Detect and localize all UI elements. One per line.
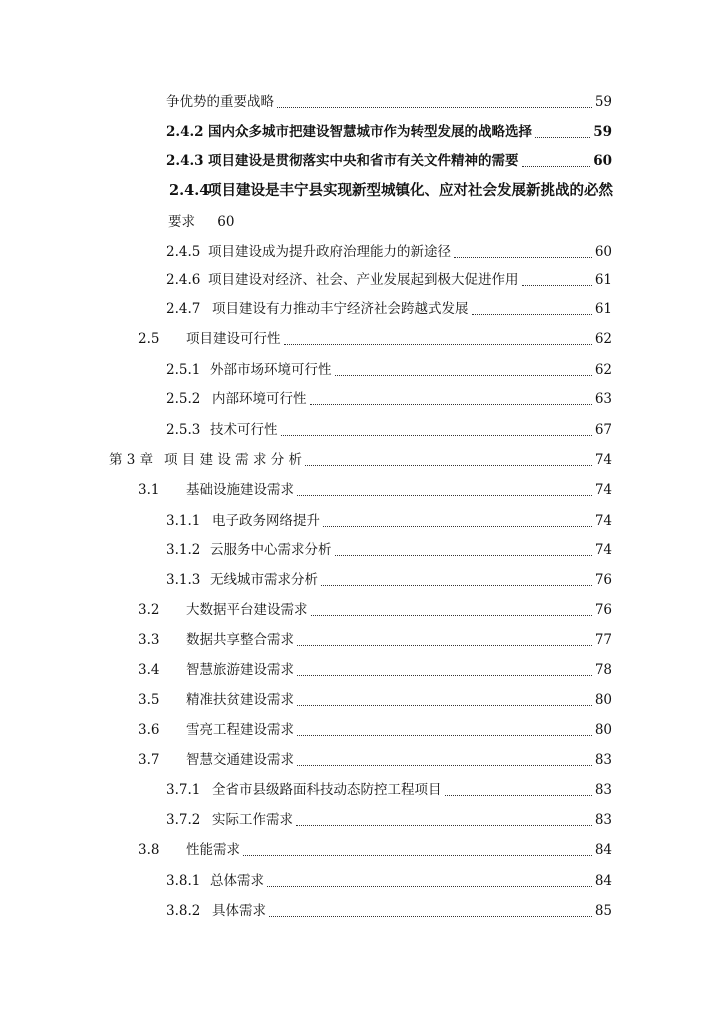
toc-entry-number: 3.5: [138, 692, 160, 708]
toc-leader-dots: [297, 704, 592, 706]
toc-entry-number: 3.1.3: [166, 572, 201, 588]
toc-entry-number: 2.4.7: [166, 301, 201, 317]
toc-entry-number: 3.8.2: [166, 903, 201, 919]
toc-entry-number: 2.4.5: [166, 244, 201, 260]
toc-entry[interactable]: [0, 535, 724, 565]
toc-entry-number: 3.1: [138, 482, 160, 498]
toc-entry-title: 电子政务网络提升: [212, 513, 320, 529]
toc-entry-page: 80: [594, 722, 612, 738]
toc-entry-page: 83: [594, 782, 612, 798]
toc-leader-dots: [269, 915, 592, 917]
toc-entry-number: 2.4.3: [166, 153, 204, 169]
toc-entry[interactable]: [0, 745, 724, 775]
toc-entry[interactable]: [0, 324, 724, 354]
toc-leader-dots: [522, 284, 592, 286]
toc-entry-page: 83: [594, 752, 612, 768]
toc-entry-page: 80: [594, 692, 612, 708]
toc-entry-title: 云服务中心需求分析: [210, 542, 332, 558]
toc-entry[interactable]: [0, 506, 724, 536]
toc-leader-dots: [454, 256, 592, 258]
toc-leader-dots: [267, 885, 592, 887]
toc-entry-title: 外部市场环境可行性: [210, 362, 332, 378]
toc-entry-title: 大数据平台建设需求: [186, 602, 308, 618]
toc-entry[interactable]: [0, 625, 724, 655]
toc-entry[interactable]: [0, 265, 724, 295]
toc-entry-page: 85: [594, 903, 612, 919]
toc-entry-number: 3.2: [138, 602, 160, 618]
toc-entry-page: 84: [594, 873, 612, 889]
toc-leader-dots: [296, 824, 592, 826]
toc-entry-page: 60: [593, 153, 612, 169]
toc-leader-dots: [323, 525, 592, 527]
toc-entry[interactable]: [0, 715, 724, 745]
toc-leader-dots: [335, 554, 592, 556]
toc-leader-dots: [535, 136, 590, 138]
toc-entry-number: 3.3: [138, 632, 160, 648]
toc-entry-title: 具体需求: [212, 903, 266, 919]
toc-entry[interactable]: [0, 866, 724, 896]
toc-leader-dots: [297, 764, 592, 766]
toc-entry-page: 74: [594, 513, 612, 529]
toc-entry-title: 无线城市需求分析: [210, 572, 318, 588]
toc-entry-number: 2.5.3: [166, 422, 201, 438]
toc-entry[interactable]: [0, 896, 724, 926]
toc-entry-number: 2.5: [138, 331, 160, 347]
toc-entry-page: 74: [594, 542, 612, 558]
toc-entry-title: 实际工作需求: [212, 812, 293, 828]
toc-leader-dots: [297, 644, 592, 646]
toc-entry-page: 74: [594, 452, 612, 468]
toc-entry[interactable]: [0, 475, 724, 505]
toc-entry-title: 项目建设是贯彻落实中央和省市有关文件精神的需要: [208, 153, 519, 169]
toc-entry-page: 62: [594, 362, 612, 378]
toc-leader-dots: [297, 734, 592, 736]
toc-entry-number: 3.1.1: [166, 513, 201, 529]
toc-leader-dots: [311, 614, 592, 616]
toc-entry[interactable]: [0, 146, 724, 176]
toc-entry-number: 3.7.1: [166, 782, 201, 798]
toc-entry-title: 项目建设是丰宁县实现新型城镇化、应对社会发展新挑战的必然: [207, 182, 613, 199]
toc-entry[interactable]: [0, 355, 724, 385]
toc-entry[interactable]: [0, 237, 724, 267]
toc-entry[interactable]: [0, 384, 724, 414]
toc-leader-dots: [335, 374, 592, 376]
toc-entry-title: 国内众多城市把建设智慧城市作为转型发展的战略选择: [208, 124, 532, 140]
toc-leader-dots: [321, 584, 592, 586]
toc-entry-title: 项目建设对经济、社会、产业发展起到极大促进作用: [208, 272, 519, 288]
toc-leader-dots: [297, 494, 592, 496]
toc-entry-number: 3.6: [138, 722, 160, 738]
toc-entry[interactable]: [0, 655, 724, 685]
toc-entry-title: 基础设施建设需求: [186, 482, 294, 498]
toc-leader-dots: [281, 434, 592, 436]
toc-leader-dots: [522, 165, 591, 167]
toc-entry[interactable]: [0, 87, 724, 117]
toc-entry-number: 3.7.2: [166, 812, 201, 828]
toc-entry-title: 要求: [168, 214, 195, 230]
toc-entry-title: 技术可行性: [210, 422, 278, 438]
toc-entry-title: 项 目 建 设 需 求 分 析: [164, 452, 303, 468]
toc-leader-dots: [445, 794, 592, 796]
toc-entry-number: 2.4.6: [166, 272, 201, 288]
toc-entry-title: 数据共享整合需求: [186, 632, 294, 648]
toc-entry[interactable]: [0, 595, 724, 625]
toc-entry-title: 性能需求: [186, 842, 240, 858]
toc-leader-dots: [277, 106, 592, 108]
toc-entry-page: 62: [594, 331, 612, 347]
toc-entry[interactable]: [0, 294, 724, 324]
toc-entry-title: 精准扶贫建设需求: [186, 692, 294, 708]
toc-leader-dots: [472, 313, 592, 315]
toc-entry-title: 雪亮工程建设需求: [186, 722, 294, 738]
toc-entry[interactable]: [0, 685, 724, 715]
toc-entry-page: 83: [594, 812, 612, 828]
toc-entry-number: 2.4.2: [166, 124, 204, 140]
toc-entry-title: 智慧交通建设需求: [186, 752, 294, 768]
toc-entry-number: 3.4: [138, 662, 160, 678]
toc-entry[interactable]: [0, 805, 724, 835]
toc-entry-page: 59: [594, 94, 612, 110]
toc-entry-title: 智慧旅游建设需求: [186, 662, 294, 678]
toc-entry-page: 77: [594, 632, 612, 648]
toc-leader-dots: [305, 464, 592, 466]
toc-entry-page: 61: [594, 272, 612, 288]
toc-leader-dots: [243, 854, 592, 856]
toc-leader-dots: [310, 403, 592, 405]
toc-entry-page: 76: [594, 602, 612, 618]
toc-entry-page: 60: [594, 244, 612, 260]
toc-entry[interactable]: [0, 835, 724, 865]
toc-entry-continuation[interactable]: [168, 207, 234, 237]
toc-entry-number: 3.7: [138, 752, 160, 768]
toc-entry-number: 3.8: [138, 842, 160, 858]
toc-entry-chapter[interactable]: [0, 445, 724, 475]
toc-entry-number: 2.5.1: [166, 362, 201, 378]
toc-entry-page: 63: [594, 391, 612, 407]
toc-entry-title: 总体需求: [210, 873, 264, 889]
toc-entry[interactable]: [0, 415, 724, 445]
toc-entry-page: 67: [594, 422, 612, 438]
toc-entry-title: 项目建设有力推动丰宁经济社会跨越式发展: [212, 301, 469, 317]
toc-entry-page: 76: [594, 572, 612, 588]
toc-entry-number: 第 3 章: [109, 452, 154, 468]
toc-entry-number: 3.1.2: [166, 542, 201, 558]
toc-entry-page: 74: [594, 482, 612, 498]
toc-leader-dots: [297, 674, 592, 676]
toc-entry-page: 61: [594, 301, 612, 317]
toc-entry-page: 59: [593, 124, 612, 140]
toc-entry[interactable]: [0, 176, 724, 206]
toc-entry-number: 2.4.4: [169, 182, 210, 199]
toc-entry-title: 全省市县级路面科技动态防控工程项目: [212, 782, 442, 798]
toc-entry-title: 项目建设成为提升政府治理能力的新途径: [208, 244, 451, 260]
toc-entry[interactable]: [0, 775, 724, 805]
toc-entry-number: 3.8.1: [166, 873, 201, 889]
toc-entry-page: 84: [594, 842, 612, 858]
toc-entry-title: 内部环境可行性: [212, 391, 307, 407]
toc-entry-title: 争优势的重要战略: [166, 94, 274, 110]
toc-entry-page: 60: [217, 214, 235, 230]
toc-leader-dots: [284, 343, 592, 345]
toc-entry[interactable]: [0, 565, 724, 595]
toc-entry-number: 2.5.2: [166, 391, 201, 407]
toc-entry-page: 78: [594, 662, 612, 678]
toc-entry-title: 项目建设可行性: [186, 331, 281, 347]
toc-entry[interactable]: [0, 117, 724, 147]
